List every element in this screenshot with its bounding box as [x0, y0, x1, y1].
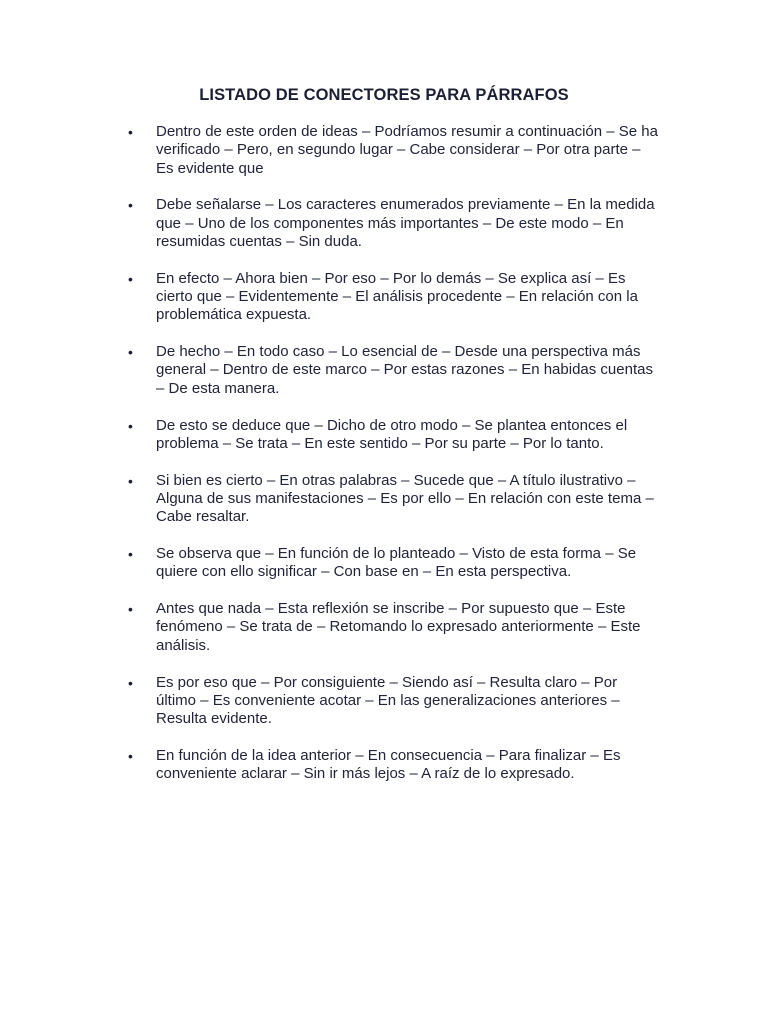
list-item-text: De hecho – En todo caso – Lo esencial de – Desde una perspectiva más general – Dentro de este marco – Por estas razones – En habidas cuentas – De esta manera. — [156, 343, 653, 397]
list-item — [0, 270, 768, 325]
list-item — [0, 747, 768, 784]
list-item-text: De esto se deduce que – Dicho de otro modo – Se plantea entonces el problema – Se trata – En este sentido – Por su parte – Por lo tanto. — [156, 416, 628, 452]
bullet-icon: • — [128, 601, 133, 618]
bullet-icon: • — [128, 270, 133, 287]
bullet-icon: • — [128, 197, 133, 214]
bullet-icon: • — [128, 417, 133, 434]
list-item-text: Se observa que – En función de lo planteado – Visto de esta forma – Se quiere con ello significar – Con base en – En esta perspectiva. — [156, 545, 637, 581]
bullet-icon: • — [128, 344, 133, 361]
list-item — [0, 472, 768, 527]
connector-list — [0, 123, 768, 802]
list-item — [0, 545, 768, 582]
list-item-text: En efecto – Ahora bien – Por eso – Por lo demás – Se explica así – Es cierto que – Evidentemente – El análisis procedente – En relación con la problemática expuesta. — [156, 269, 638, 324]
list-item — [0, 600, 768, 655]
list-item-text: Si bien es cierto – En otras palabras – Sucede que – A título ilustrativo – Alguna de sus manifestaciones – Es por ello – En relación con este tema – Cabe resaltar. — [156, 471, 654, 526]
list-item-text: Debe señalarse – Los caracteres enumerados previamente – En la medida que – Uno de los componentes más importantes – De este modo – En resumidas cuentas – Sin duda. — [156, 196, 655, 250]
list-item — [0, 674, 768, 729]
bullet-icon: • — [128, 546, 133, 563]
document-title: LISTADO DE CONECTORES PARA PÁRRAFOS — [199, 86, 569, 104]
list-item — [0, 417, 768, 454]
bullet-icon: • — [128, 472, 133, 489]
list-item-text: Es por eso que – Por consiguiente – Siendo así – Resulta claro – Por último – Es conveniente acotar – En las generalizaciones anteriores – Resulta evidente. — [156, 673, 620, 728]
list-item-text: En función de la idea anterior – En consecuencia – Para finalizar – Es conveniente aclarar – Sin ir más lejos – A raíz de lo expresado. — [156, 746, 621, 783]
list-item-text: Dentro de este orden de ideas – Podríamos resumir a continuación – Se ha verificado – Pero, en segundo lugar – Cabe considerar – Por otra parte – Es evidente que — [156, 123, 658, 177]
bullet-icon: • — [128, 674, 133, 691]
list-item — [0, 123, 768, 178]
list-item — [0, 196, 768, 251]
bullet-icon: • — [128, 124, 133, 140]
list-item — [0, 343, 768, 398]
list-item-text: Antes que nada – Esta reflexión se inscribe – Por supuesto que – Este fenómeno – Se trata de – Retomando lo expresado anteriormente – Este análisis. — [156, 600, 641, 654]
bullet-icon: • — [128, 747, 133, 764]
